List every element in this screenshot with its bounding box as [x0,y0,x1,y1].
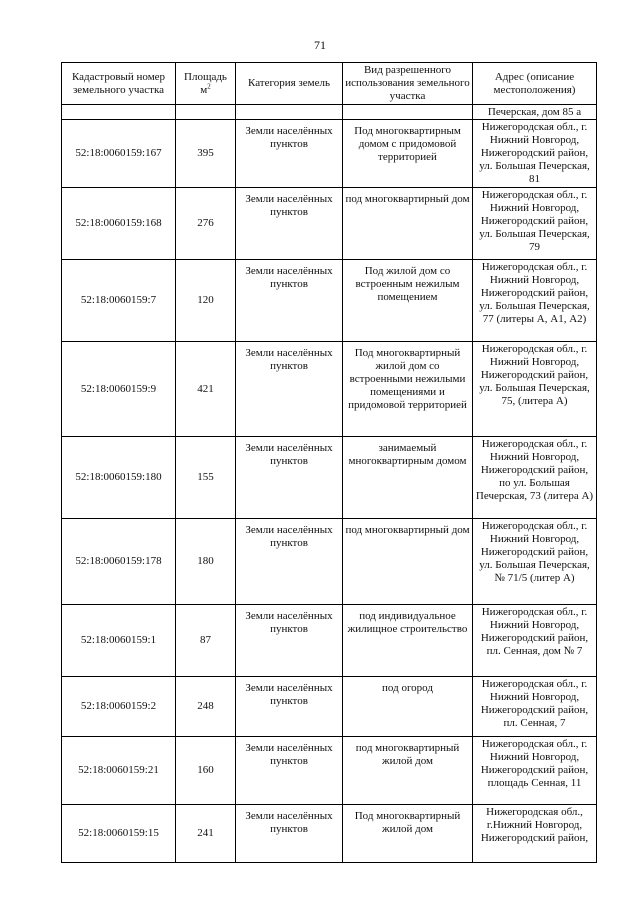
cell-area: 160 [176,737,236,805]
cell-area: 155 [176,437,236,519]
cell-area: 87 [176,605,236,677]
table-header-row [62,63,597,105]
header-address: Адрес (описание местоположения) [473,63,597,105]
cell-area: 180 [176,519,236,605]
continuation-cell-empty [176,105,236,120]
table-row [62,188,597,260]
cell-permitted-use: под многоквартирный дом [343,188,473,260]
cell-permitted-use: Под многоквартирный жилой дом со встроенными нежилыми помещениями и придомовой территорией [343,342,473,437]
continuation-address: Печерская, дом 85 а [473,105,597,120]
table-row [62,519,597,605]
cell-land-category: Земли населённых пунктов [236,120,343,188]
continuation-cell-empty [236,105,343,120]
cell-permitted-use: Под многоквартирным домом с придомовой территорией [343,120,473,188]
cell-area: 276 [176,188,236,260]
header-land-category: Категория земель [236,63,343,105]
cell-cadastral-number: 52:18:0060159:178 [62,519,176,605]
cell-land-category: Земли населённых пунктов [236,188,343,260]
cell-land-category: Земли населённых пунктов [236,437,343,519]
header-area [176,63,236,105]
cell-cadastral-number: 52:18:0060159:2 [62,677,176,737]
cell-land-category: Земли населённых пунктов [236,737,343,805]
header-area-label: Площадь м [184,70,227,96]
cell-permitted-use: занимаемый многоквартирным домом [343,437,473,519]
table-row [62,437,597,519]
table-body [62,105,597,863]
header-cadastral-number: Кадастровый номер земельного участка [62,63,176,105]
cell-land-category: Земли населённых пунктов [236,605,343,677]
cell-address: Нижегородская обл., г. Нижний Новгород, Нижегородский район, ул. Большая Печерская, 75, (литера А) [473,342,597,437]
cell-cadastral-number: 52:18:0060159:180 [62,437,176,519]
cell-address: Нижегородская обл., г. Нижний Новгород, Нижегородский район, по ул. Большая Печерская, 73 (литера А) [473,437,597,519]
table-row [62,120,597,188]
cell-permitted-use: Под жилой дом со встроенным нежилым помещением [343,260,473,342]
table-row [62,737,597,805]
continuation-cell-empty [62,105,176,120]
cell-address: Нижегородская обл., г. Нижний Новгород, Нижегородский район, ул. Большая Печерская, 77 (литеры А, А1, А2) [473,260,597,342]
cell-address: Нижегородская обл., г. Нижний Новгород, Нижегородский район, ул. Большая Печерская, № 71/5 (литер А) [473,519,597,605]
continuation-cell-empty [343,105,473,120]
table-row [62,805,597,863]
cell-area: 241 [176,805,236,863]
cell-cadastral-number: 52:18:0060159:21 [62,737,176,805]
cell-address: Нижегородская обл., г.Нижний Новгород, Нижегородский район, [473,805,597,863]
cell-address: Нижегородская обл., г. Нижний Новгород, Нижегородский район, ул. Большая Печерская, 79 [473,188,597,260]
page-number: 71 [314,38,326,52]
table-row [62,342,597,437]
header-permitted-use: Вид разрешенного использования земельного участка [343,63,473,105]
cell-area: 421 [176,342,236,437]
cell-address: Нижегородская обл., г. Нижний Новгород, Нижегородский район, площадь Сенная, 11 [473,737,597,805]
cell-area: 395 [176,120,236,188]
cell-permitted-use: под многоквартирный жилой дом [343,737,473,805]
cell-permitted-use: под огород [343,677,473,737]
cell-address: Нижегородская обл., г. Нижний Новгород, Нижегородский район, пл. Сенная, дом № 7 [473,605,597,677]
cell-permitted-use: Под многоквартирный жилой дом [343,805,473,863]
cell-land-category: Земли населённых пунктов [236,519,343,605]
cell-land-category: Земли населённых пунктов [236,342,343,437]
cell-land-category: Земли населённых пунктов [236,677,343,737]
cell-address: Нижегородская обл., г. Нижний Новгород, Нижегородский район, пл. Сенная, 7 [473,677,597,737]
cell-cadastral-number: 52:18:0060159:1 [62,605,176,677]
cell-cadastral-number: 52:18:0060159:15 [62,805,176,863]
table-row [62,677,597,737]
header-area-unit-sup: 2 [207,81,211,90]
land-plots-table [61,62,597,863]
cell-land-category: Земли населённых пунктов [236,260,343,342]
continuation-row [62,105,597,120]
cell-cadastral-number: 52:18:0060159:9 [62,342,176,437]
table-row [62,605,597,677]
cell-cadastral-number: 52:18:0060159:168 [62,188,176,260]
cell-cadastral-number: 52:18:0060159:7 [62,260,176,342]
cell-permitted-use: под индивидуальное жилищное строительство [343,605,473,677]
cell-area: 248 [176,677,236,737]
cell-cadastral-number: 52:18:0060159:167 [62,120,176,188]
cell-permitted-use: под многоквартирный дом [343,519,473,605]
table-row [62,260,597,342]
cell-land-category: Земли населённых пунктов [236,805,343,863]
cell-address: Нижегородская обл., г. Нижний Новгород, Нижегородский район, ул. Большая Печерская, 81 [473,120,597,188]
cell-area: 120 [176,260,236,342]
